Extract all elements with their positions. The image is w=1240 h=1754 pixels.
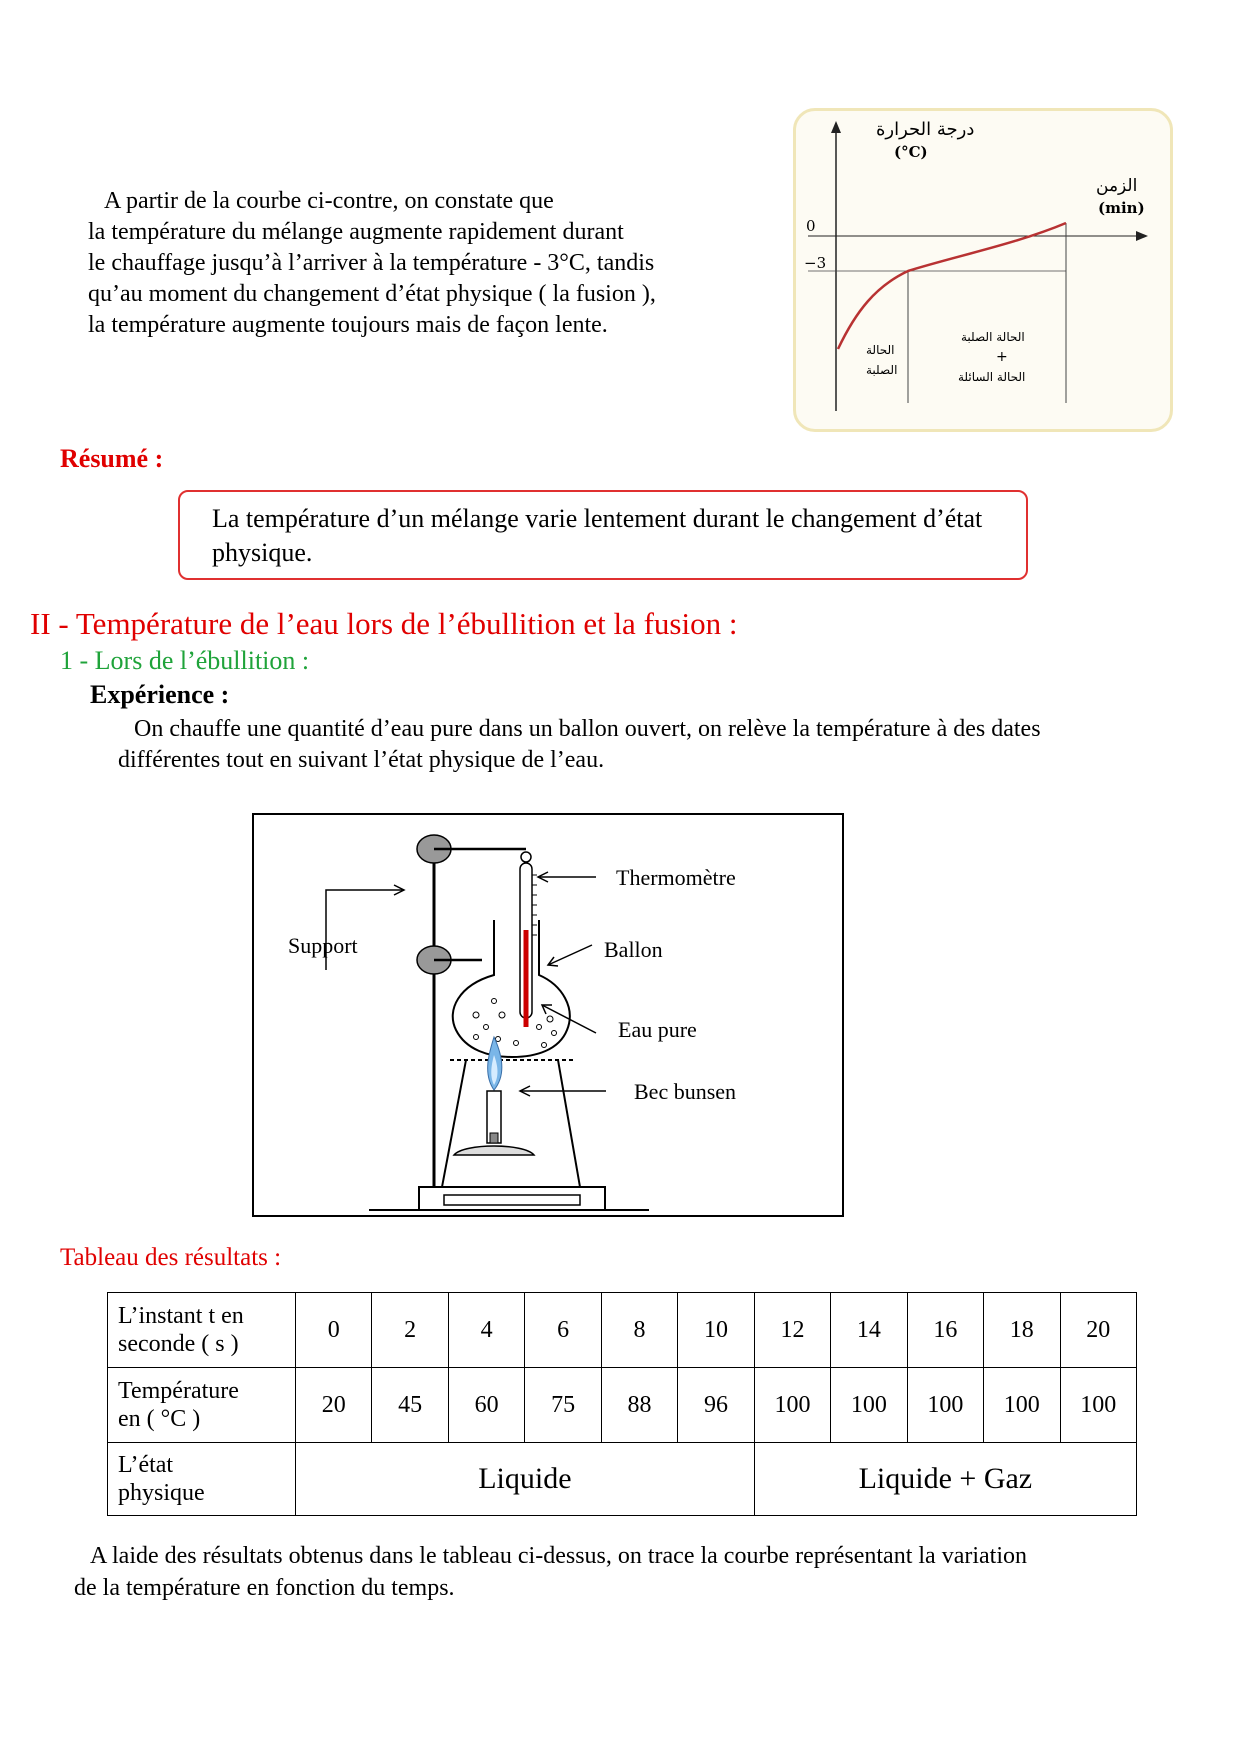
time-cell: 20: [1060, 1293, 1136, 1368]
row-header-line: L’instant t en: [118, 1303, 244, 1329]
conclusion-line: A laide des résultats obtenus dans le tableau ci-dessus, on trace la courbe représentant la variation: [90, 1543, 1027, 1569]
tripod-leg: [558, 1060, 580, 1187]
apparatus-svg: [254, 815, 842, 1215]
intro-paragraph: [88, 186, 748, 341]
y-axis-unit: (°C): [894, 143, 928, 161]
experience-title: Expérience :: [90, 680, 230, 709]
row-header-state: [108, 1443, 296, 1516]
row-header-temperature: [108, 1368, 296, 1443]
time-cell: 14: [831, 1293, 907, 1368]
time-cell: 0: [296, 1293, 372, 1368]
resume-title: Résumé :: [60, 444, 164, 473]
time-cell: 18: [984, 1293, 1060, 1368]
row-header-line: Température: [118, 1378, 239, 1404]
state-liquid-cell: Liquide: [296, 1443, 755, 1516]
intro-line: la température du mélange augmente rapidement durant: [88, 219, 624, 245]
results-title: Tableau des résultats :: [60, 1244, 282, 1271]
zone1-label: الصلبة: [866, 363, 898, 377]
label-ballon: Ballon: [604, 937, 663, 962]
label-eau-pure: Eau pure: [618, 1017, 697, 1042]
thermometer-hook: [521, 852, 531, 862]
heating-curve-figure: [793, 108, 1173, 432]
temperature-cell: 60: [448, 1368, 524, 1443]
intro-line: qu’au moment du changement d’état physique ( la fusion ),: [88, 281, 656, 307]
label-thermometer: Thermomètre: [616, 865, 736, 890]
stand-base-inner: [444, 1195, 580, 1205]
y-axis-arrow-icon: [831, 121, 841, 133]
zone1-label: الحالة: [866, 343, 895, 357]
bunsen-base: [454, 1146, 534, 1155]
heating-curve-svg: [796, 111, 1170, 429]
intro-line: le chauffage jusqu’à l’arriver à la température - 3°C, tandis: [88, 250, 655, 276]
section-title: II - Température de l’eau lors de l’ébullition et la fusion :: [30, 606, 738, 641]
experience-line: différentes tout en suivant l’état physique de l’eau.: [118, 747, 605, 773]
row-header-line: seconde ( s ): [118, 1331, 239, 1357]
bunsen-collar: [490, 1133, 498, 1143]
row-header-time: [108, 1293, 296, 1368]
time-cell: 6: [525, 1293, 601, 1368]
x-axis-unit: (min): [1098, 199, 1145, 217]
time-cell: 4: [448, 1293, 524, 1368]
label-bec-bunsen: Bec bunsen: [634, 1079, 737, 1104]
row-header-line: physique: [118, 1480, 205, 1506]
flask: [453, 920, 570, 1057]
time-cell: 2: [372, 1293, 448, 1368]
row-header-line: en ( °C ): [118, 1406, 201, 1432]
zone2-plus: +: [996, 349, 1008, 365]
x-axis-label: الزمن: [1096, 176, 1138, 196]
temperature-cell: 100: [1060, 1368, 1136, 1443]
temperature-cell: 88: [601, 1368, 677, 1443]
intro-line: la température augmente toujours mais de façon lente.: [88, 312, 608, 338]
tick-minus3: −3: [804, 254, 827, 272]
label-support: Support: [288, 933, 358, 958]
tick-zero: 0: [806, 217, 816, 235]
temperature-cell: 75: [525, 1368, 601, 1443]
row-header-line: L’état: [118, 1452, 174, 1478]
temperature-cell: 100: [831, 1368, 907, 1443]
temperature-cell: 20: [296, 1368, 372, 1443]
temperature-curve: [838, 223, 1066, 349]
intro-line: A partir de la courbe ci-contre, on constate que: [104, 188, 554, 214]
subsection-title: 1 - Lors de l’ébullition :: [60, 646, 310, 675]
table-row-temperature: [108, 1368, 1137, 1443]
y-axis-label: درجة الحرارة: [876, 119, 975, 140]
resume-text: La température d’un mélange varie lentement durant le changement d’état physique.: [212, 504, 983, 567]
table-row-state: [108, 1443, 1137, 1516]
apparatus-diagram: [252, 813, 844, 1217]
results-table: [107, 1292, 1137, 1516]
state-liquid-gas-cell: Liquide + Gaz: [754, 1443, 1136, 1516]
x-axis-arrow-icon: [1136, 231, 1148, 241]
temperature-cell: 45: [372, 1368, 448, 1443]
temperature-cell: 96: [678, 1368, 754, 1443]
resume-box: [178, 490, 1028, 580]
time-cell: 12: [754, 1293, 830, 1368]
zone2-label: الحالة السائلة: [958, 370, 1026, 384]
conclusion-line: de la température en fonction du temps.: [74, 1575, 455, 1601]
time-cell: 8: [601, 1293, 677, 1368]
zone2-label: الحالة الصلبة: [961, 330, 1025, 344]
temperature-cell: 100: [907, 1368, 983, 1443]
conclusion-paragraph: [74, 1540, 1174, 1604]
tripod-leg: [442, 1060, 466, 1187]
experience-text: [118, 714, 1178, 776]
temperature-cell: 100: [754, 1368, 830, 1443]
temperature-cell: 100: [984, 1368, 1060, 1443]
table-row-time: [108, 1293, 1137, 1368]
time-cell: 16: [907, 1293, 983, 1368]
time-cell: 10: [678, 1293, 754, 1368]
experience-line: On chauffe une quantité d’eau pure dans un ballon ouvert, on relève la température à des dates: [134, 716, 1041, 742]
